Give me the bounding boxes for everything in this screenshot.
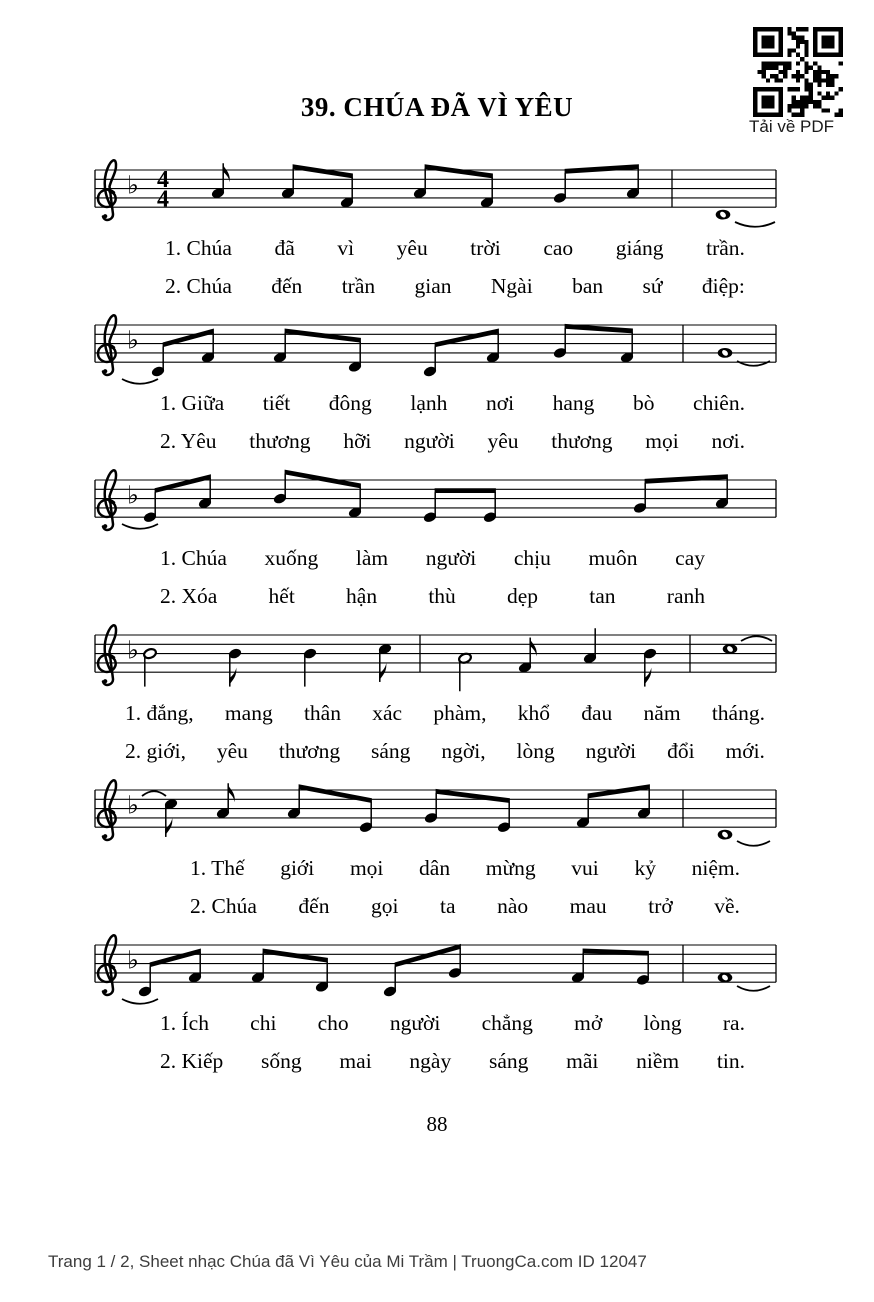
lyric-word: năm (643, 701, 681, 725)
lyric-word: ta (440, 894, 456, 918)
beam (263, 949, 328, 963)
beam (163, 329, 214, 348)
tie-slur (122, 379, 158, 384)
lyric-word: điệp: (701, 274, 745, 298)
flat-key-signature-icon: ♭ (127, 945, 139, 975)
beam (435, 329, 499, 348)
lyric-word: 2. Xóa (160, 584, 218, 608)
flat-key-signature-icon: ♭ (127, 790, 139, 820)
song-title: 39. CHÚA ĐÃ VÌ YÊU (300, 92, 574, 122)
lyric-word: tiết (262, 391, 291, 415)
lyric-word: thương (249, 429, 311, 453)
lyric-word: ranh (666, 584, 705, 608)
lyric-word: ngời, (441, 739, 486, 763)
lyrics-system-4-verse-1 (125, 699, 765, 727)
beam (425, 164, 493, 178)
lyric-word: lạnh (410, 391, 448, 415)
lyric-word: mọi (645, 429, 679, 453)
lyric-word: mai (339, 1049, 372, 1073)
lyric-word: mang (224, 701, 273, 725)
lyric-word: mọi (349, 856, 384, 880)
download-pdf-link[interactable]: Tải về PDF (749, 117, 835, 136)
lyric-word: thân (303, 701, 341, 725)
beam (588, 784, 650, 798)
treble-clef-icon (98, 315, 116, 375)
lyric-word: chẳng (481, 1011, 533, 1035)
lyric-word: 1. Ích (160, 1011, 209, 1035)
lyric-word: thù (428, 584, 456, 608)
lyric-word: chi (250, 1011, 277, 1035)
tie-slur (122, 999, 158, 1004)
lyric-word: mới. (725, 739, 765, 763)
lyric-word: đau (581, 701, 613, 725)
lyric-word: trần. (706, 236, 745, 260)
lyric-word: tin. (716, 1049, 745, 1073)
lyric-word: trở (648, 894, 673, 918)
lyric-word: đến (271, 274, 303, 298)
lyric-word: vì (337, 236, 355, 260)
lyric-word: thương (278, 739, 341, 763)
footer-caption: Trang 1 / 2, Sheet nhạc Chúa đã Vì Yêu của Mi Trầm | TruongCa.com ID 12047 (48, 1252, 647, 1271)
lyric-word: nơi. (711, 429, 745, 453)
lyric-word: xuống (264, 546, 319, 570)
flat-key-signature-icon: ♭ (127, 325, 139, 355)
lyric-word: cao (543, 236, 574, 260)
lyric-word: cay (675, 546, 705, 570)
lyric-word: tan (589, 584, 616, 608)
lyric-word: thương (551, 429, 613, 453)
beam (299, 784, 372, 803)
lyric-word: lòng (643, 1011, 682, 1035)
tie-slur (737, 986, 770, 991)
lyric-word: cho (317, 1011, 349, 1035)
flat-key-signature-icon: ♭ (127, 635, 139, 665)
lyric-word: chiên. (693, 391, 745, 415)
lyric-word: giáng (615, 236, 664, 260)
lyric-word: dẹp (507, 584, 539, 608)
lyric-word: đã (274, 236, 295, 260)
lyric-word: 2. Chúa (190, 894, 257, 918)
lyric-word: kỷ (634, 856, 656, 880)
lyrics-system-1-verse-1 (165, 234, 745, 262)
lyric-word: 1. Giữa (160, 391, 225, 415)
lyric-word: dân (419, 856, 451, 880)
lyrics-system-6-verse-2 (160, 1047, 745, 1075)
lyric-word: về. (714, 894, 740, 918)
lyric-word: hỡi (343, 429, 372, 453)
qr-code-image[interactable] (753, 27, 843, 117)
lyric-word: phàm, (433, 701, 487, 725)
lyric-word: làm (355, 546, 389, 570)
lyric-word: hang (552, 391, 595, 415)
lyric-word: 2. giới, (125, 739, 186, 763)
lyric-word: gọi (371, 894, 399, 918)
lyric-word: đến (298, 894, 330, 918)
tie-slur (737, 841, 770, 846)
beam (435, 488, 496, 493)
beam (285, 329, 361, 343)
treble-clef-icon (98, 935, 116, 995)
tie-slur (142, 791, 166, 796)
beam (436, 789, 510, 803)
lyric-word: người (585, 739, 637, 763)
lyric-word: mãi (566, 1049, 599, 1073)
lyric-word: 1. Thế (190, 856, 245, 880)
lyric-word: ngày (409, 1049, 452, 1073)
lyric-word: niệm. (691, 856, 740, 880)
lyric-word: mở (574, 1011, 603, 1035)
lyric-word: ra. (722, 1011, 745, 1035)
page-number: 88 (426, 1112, 448, 1136)
lyric-word: nào (497, 894, 529, 918)
time-signature-top: 4 (157, 167, 169, 193)
lyric-word: trần (341, 274, 376, 298)
lyrics-system-2-verse-1 (160, 389, 745, 417)
lyric-word: yêu (487, 429, 519, 453)
lyric-word: 1. Chúa (160, 546, 227, 570)
tie-slur (735, 222, 775, 227)
lyric-word: 2. Chúa (165, 274, 232, 298)
lyric-word: vui (571, 856, 599, 880)
lyric-word: ban (572, 274, 604, 298)
lyric-word: mừng (485, 856, 536, 880)
beam (293, 164, 353, 178)
lyric-word: muôn (588, 546, 638, 570)
lyric-word: hận (346, 584, 378, 608)
lyric-word: chịu (513, 546, 551, 570)
lyric-word: người (404, 429, 455, 453)
beam (645, 474, 728, 483)
lyric-word: đông (328, 391, 372, 415)
beam (285, 470, 361, 489)
lyric-word: 1. đắng, (125, 701, 194, 725)
qr-code[interactable] (753, 27, 845, 117)
lyric-word: Ngài (490, 274, 533, 298)
lyric-word: niềm (636, 1049, 680, 1073)
lyric-word: lòng (516, 739, 555, 763)
flat-key-signature-icon: ♭ (127, 480, 139, 510)
lyric-word: xác (372, 701, 403, 725)
lyric-word: nơi (485, 391, 515, 415)
lyrics-system-3-verse-1 (160, 544, 705, 572)
lyric-word: giới (280, 856, 315, 880)
lyric-word: người (389, 1011, 441, 1035)
lyric-word: 2. Kiếp (160, 1049, 224, 1073)
treble-clef-icon (98, 470, 116, 530)
treble-clef-icon (98, 160, 116, 220)
lyric-word: bò (632, 391, 655, 415)
lyric-word: tháng. (711, 701, 765, 725)
treble-clef-icon (98, 625, 116, 685)
tie-slur (122, 524, 158, 529)
beam (155, 474, 211, 493)
lyrics-system-6-verse-1 (160, 1009, 745, 1037)
lyric-word: hết (268, 584, 295, 608)
lyric-word: sáng (371, 739, 411, 763)
lyric-word: người (425, 546, 477, 570)
lyric-word: đổi (667, 739, 695, 763)
lyric-word: mau (569, 894, 607, 918)
lyric-word: sáng (488, 1049, 529, 1073)
lyric-word: gian (414, 274, 452, 298)
tie-slur (741, 636, 772, 641)
lyric-word: 1. Chúa (165, 236, 232, 260)
flat-key-signature-icon: ♭ (127, 170, 139, 200)
beam (565, 164, 639, 173)
treble-clef-icon (98, 780, 116, 840)
time-signature-bottom: 4 (157, 186, 169, 213)
lyric-word: trời (470, 236, 501, 260)
lyric-word: sứ (642, 274, 663, 298)
lyrics-system-5-verse-1 (190, 854, 740, 882)
lyric-word: khổ (517, 701, 550, 725)
lyric-word: yêu (216, 739, 248, 763)
lyric-word: 2. Yêu (160, 429, 217, 453)
lyric-word: yêu (396, 236, 428, 260)
lyric-word: sống (261, 1049, 302, 1073)
beam (150, 949, 201, 968)
